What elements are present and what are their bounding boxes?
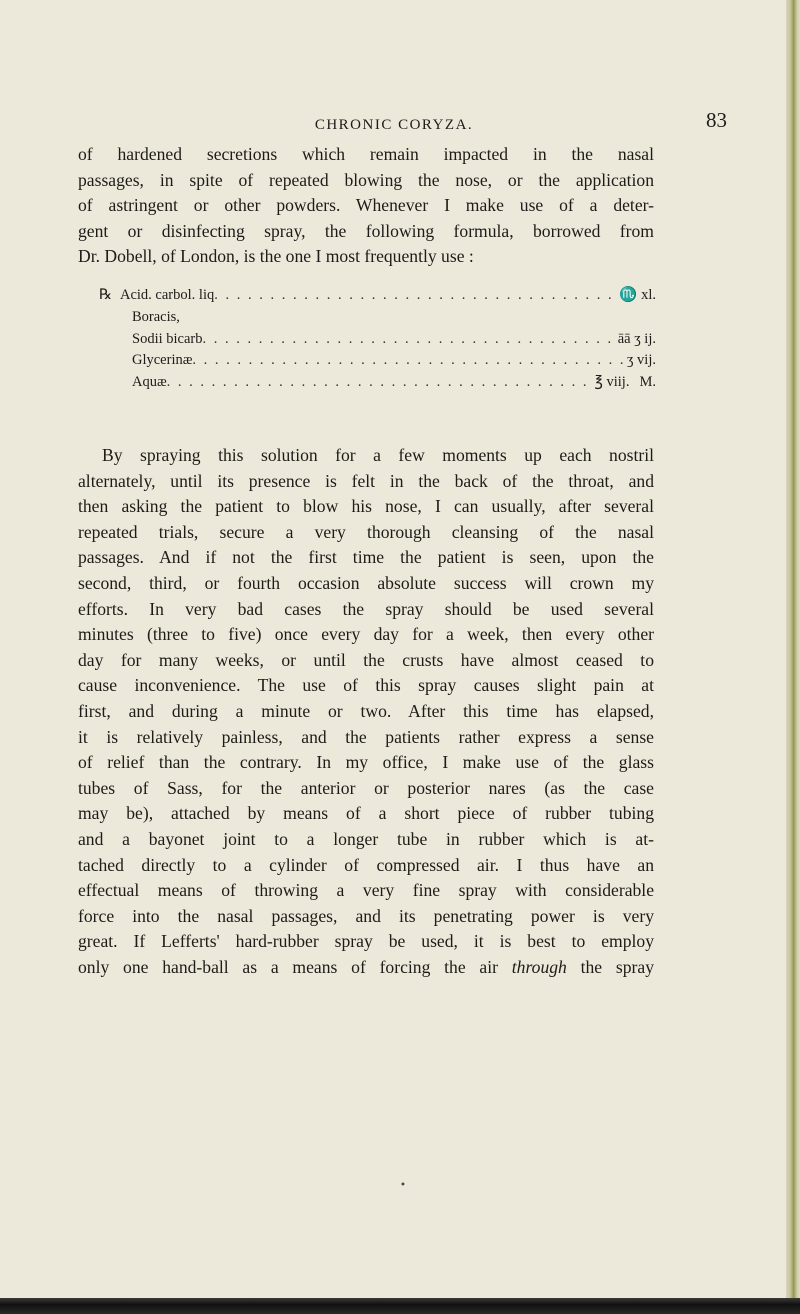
text-segment: the spray	[580, 956, 654, 977]
text-line: tached directly to a cylinder of compressed air. I thus have an	[78, 854, 654, 875]
ingredient-quantity: āā ʒ ij.	[617, 330, 656, 347]
formula-row	[110, 307, 656, 329]
text-line: and a bayonet joint to a longer tube in rubber which is at-	[78, 828, 654, 849]
text-line: gent or disinfecting spray, the following formula, borrowed from	[78, 220, 654, 241]
ingredient-quantity: ʒ vij.	[627, 352, 656, 369]
ingredient-quantity: ℥ viij.	[594, 374, 630, 391]
text-line: minutes (three to five) once every day for a week, then every other	[78, 624, 654, 645]
ingredient-name: Acid. carbol. liq	[120, 287, 215, 303]
text-segment: only one hand-ball as a means of forcing the air	[78, 956, 498, 977]
text-line: it is relatively painless, and the patients rather express a sense	[78, 726, 654, 747]
text-line: efforts. In very bad cases the spray should be used several	[78, 598, 654, 619]
leader-dots	[202, 329, 615, 351]
formula-row	[110, 372, 656, 394]
text-line: of astringent or other powders. Whenever I make use of a deter-	[78, 195, 654, 216]
text-line: By spraying this solution for a few moments up each nostril	[102, 445, 654, 465]
prescription-formula	[99, 285, 656, 394]
text-line: first, and during a minute or two. After this time has elapsed,	[78, 700, 654, 721]
text-line: of hardened secretions which remain impacted in the nasal	[78, 144, 654, 164]
ingredient-name: Aquæ	[132, 374, 167, 391]
printer-mark: •	[400, 1180, 406, 1191]
text-line: effectual means of throwing a very fine spray with considerable	[78, 880, 654, 901]
text-line: great. If Lefferts' hard-rubber spray be used, it is best to employ	[78, 931, 654, 952]
italic-text: through	[511, 956, 567, 977]
recipe-symbol-icon: ℞	[99, 287, 112, 303]
text-line: of relief than the contrary. In my office, I make use of the glass	[78, 752, 654, 773]
text-line-final	[78, 955, 654, 981]
formula-row	[110, 350, 656, 372]
text-line: day for many weeks, or until the crusts have almost ceased to	[78, 649, 654, 670]
running-head: CHRONIC CORYZA.	[314, 117, 474, 133]
text-line: Dr. Dobell, of London, is the one I most frequently use :	[78, 246, 474, 267]
text-line: may be), attached by means of a short piece of rubber tubing	[78, 803, 654, 824]
page-edge-right	[786, 0, 800, 1314]
page-number: 83	[706, 108, 727, 132]
text-line: tubes of Sass, for the anterior or posterior nares (as the case	[78, 777, 654, 798]
formula-row	[110, 329, 656, 351]
page-edge-bottom	[0, 1298, 800, 1314]
text-line: repeated trials, secure a very thorough cleansing of the nasal	[78, 521, 654, 542]
text-line: alternately, until its presence is felt in the back of the throat, and	[78, 470, 654, 491]
leader-dots	[192, 350, 625, 372]
formula-signature: M.	[639, 374, 656, 391]
paragraph-2	[78, 443, 654, 980]
ingredient-quantity: ♏ xl.	[619, 287, 656, 303]
leader-dots	[167, 372, 593, 394]
text-line: passages. And if not the first time the patient is seen, upon the	[78, 547, 654, 568]
leader-dots	[214, 285, 617, 307]
formula-row	[99, 285, 656, 307]
text-line: second, third, or fourth occasion absolute success will crown my	[78, 572, 654, 593]
text-line: passages, in spite of repeated blowing the nose, or the application	[78, 169, 654, 190]
text-line: force into the nasal passages, and its penetrating power is very	[78, 905, 654, 926]
text-line: then asking the patient to blow his nose, I can usually, after several	[78, 496, 654, 517]
ingredient-name: Boracis,	[132, 308, 180, 325]
paragraph-1	[78, 142, 654, 270]
ingredient-name: Sodii bicarb	[132, 330, 203, 347]
text-line: cause inconvenience. The use of this spray causes slight pain at	[78, 675, 654, 696]
ingredient-name: Glycerinæ	[132, 352, 193, 369]
